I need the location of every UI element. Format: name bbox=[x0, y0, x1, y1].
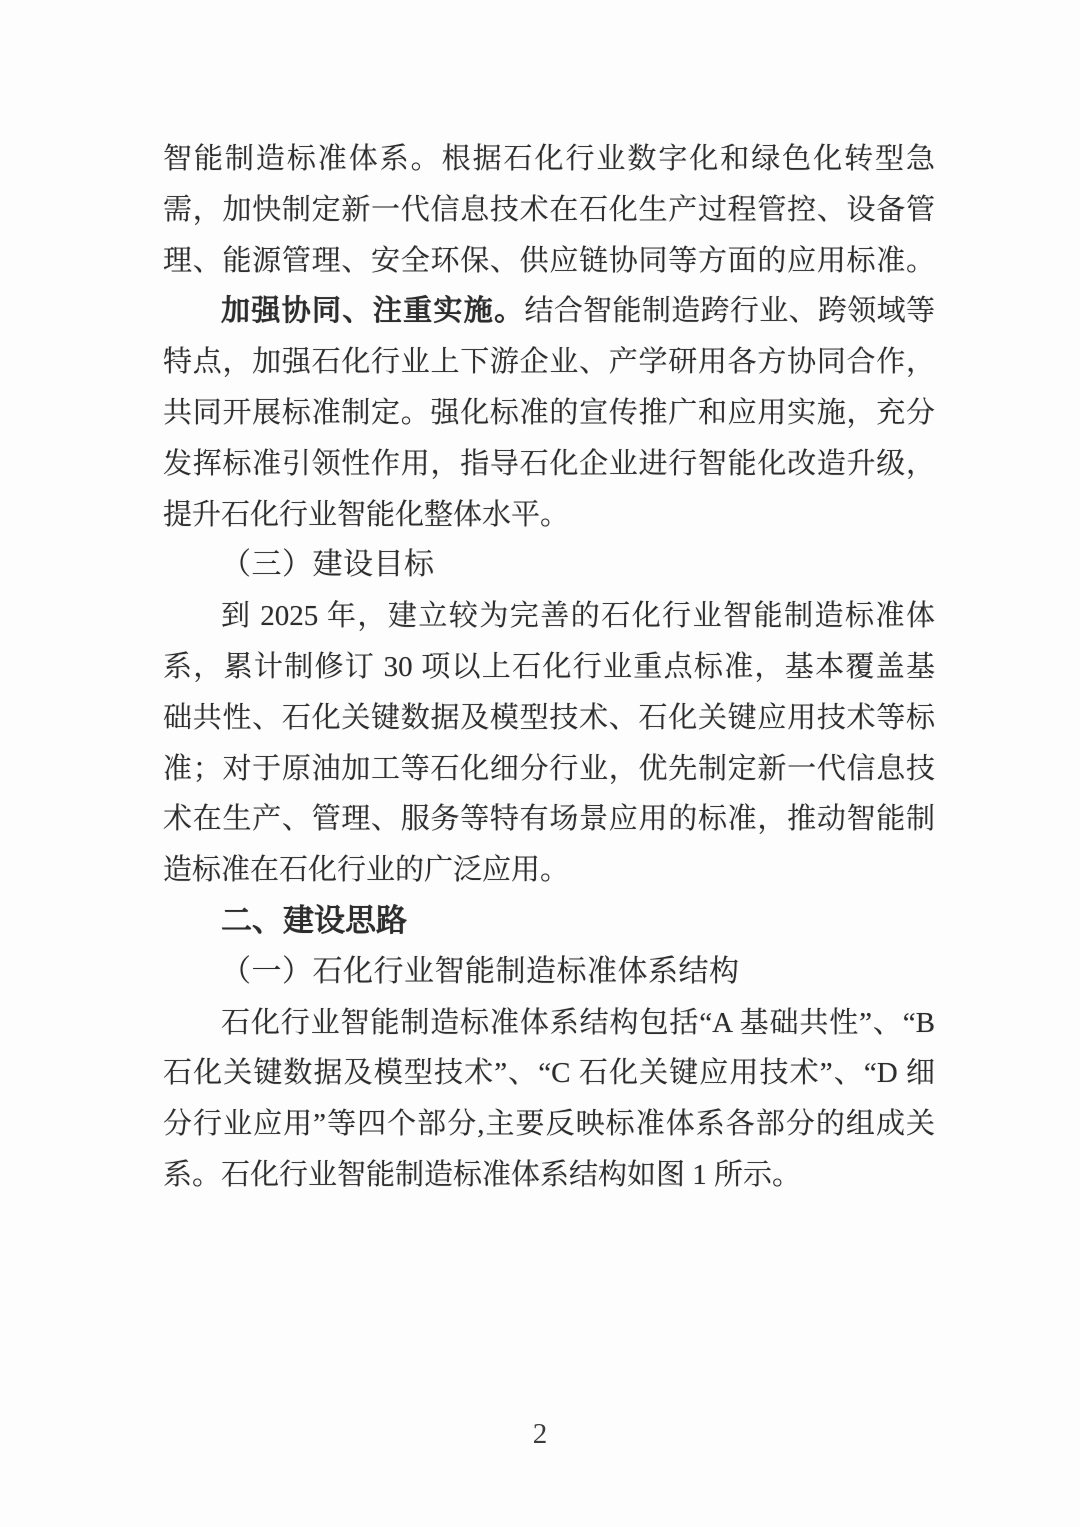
text-run: 需，加快制定新一代信息技术在石化生产过程管控、设备管 bbox=[163, 193, 935, 226]
body-line bbox=[163, 693, 935, 744]
text-run: （三）建设目标 bbox=[221, 548, 435, 582]
text-run: 系。石化行业智能制造标准体系结构如图 1 所示。 bbox=[163, 1158, 802, 1191]
document-body bbox=[163, 134, 935, 1201]
body-line bbox=[163, 1048, 935, 1099]
section-heading-kai bbox=[163, 947, 935, 998]
body-line bbox=[163, 845, 935, 896]
body-line bbox=[163, 1099, 935, 1150]
text-run: （一）石化行业智能制造标准体系结构 bbox=[221, 954, 740, 988]
body-line bbox=[163, 185, 935, 236]
text-run: 智能制造标准体系。根据石化行业数字化和绿色化转型急 bbox=[163, 143, 935, 175]
body-line bbox=[163, 794, 935, 845]
body-line bbox=[163, 642, 935, 693]
page-number: 2 bbox=[532, 1418, 548, 1450]
body-line bbox=[163, 998, 935, 1049]
text-run: 石化关键数据及模型技术”、“C 石化关键应用技术”、“D 细 bbox=[163, 1057, 935, 1090]
text-run: 系，累计制修订 30 项以上石化行业重点标准，基本覆盖基 bbox=[163, 650, 935, 683]
text-run: 石化行业智能制造标准体系结构包括“A 基础共性”、“B bbox=[221, 1006, 935, 1039]
body-line bbox=[163, 490, 935, 541]
body-line bbox=[163, 236, 935, 287]
text-run: 分行业应用”等四个部分,主要反映标准体系各部分的组成关 bbox=[163, 1108, 935, 1141]
text-run: 准；对于原油加工等石化细分行业，优先制定新一代信息技 bbox=[163, 752, 935, 785]
text-run: 发挥标准引领性作用，指导石化企业进行智能化改造升级， bbox=[163, 447, 935, 480]
section-heading-kai bbox=[163, 540, 935, 591]
text-run: 础共性、石化关键数据及模型技术、石化关键应用技术等标 bbox=[163, 701, 935, 734]
body-line bbox=[163, 744, 935, 795]
text-run: 到 2025 年，建立较为完善的石化行业智能制造标准体 bbox=[221, 600, 935, 633]
body-line bbox=[163, 134, 935, 185]
chapter-heading-hei bbox=[163, 896, 935, 947]
body-line bbox=[163, 388, 935, 439]
text-run: 二、建设思路 bbox=[221, 902, 407, 938]
body-line bbox=[163, 439, 935, 490]
bold-lead-run: 加强协同、注重实施。 bbox=[221, 295, 525, 328]
text-run: 提升石化行业智能化整体水平。 bbox=[163, 498, 570, 531]
text-run: 术在生产、管理、服务等特有场景应用的标准，推动智能制 bbox=[163, 803, 935, 836]
body-line bbox=[163, 591, 935, 642]
page-footer bbox=[0, 1418, 1080, 1451]
body-line bbox=[163, 286, 935, 337]
text-run: 理、能源管理、安全环保、供应链协同等方面的应用标准。 bbox=[163, 244, 935, 277]
text-run: 造标准在石化行业的广泛应用。 bbox=[163, 854, 570, 887]
text-run: 共同开展标准制定。强化标准的宣传推广和应用实施，充分 bbox=[163, 396, 935, 429]
body-line bbox=[163, 337, 935, 388]
text-run: 特点，加强石化行业上下游企业、产学研用各方协同合作， bbox=[163, 346, 935, 379]
body-line bbox=[163, 1150, 935, 1201]
text-run: 结合智能制造跨行业、跨领域等 bbox=[524, 295, 935, 328]
